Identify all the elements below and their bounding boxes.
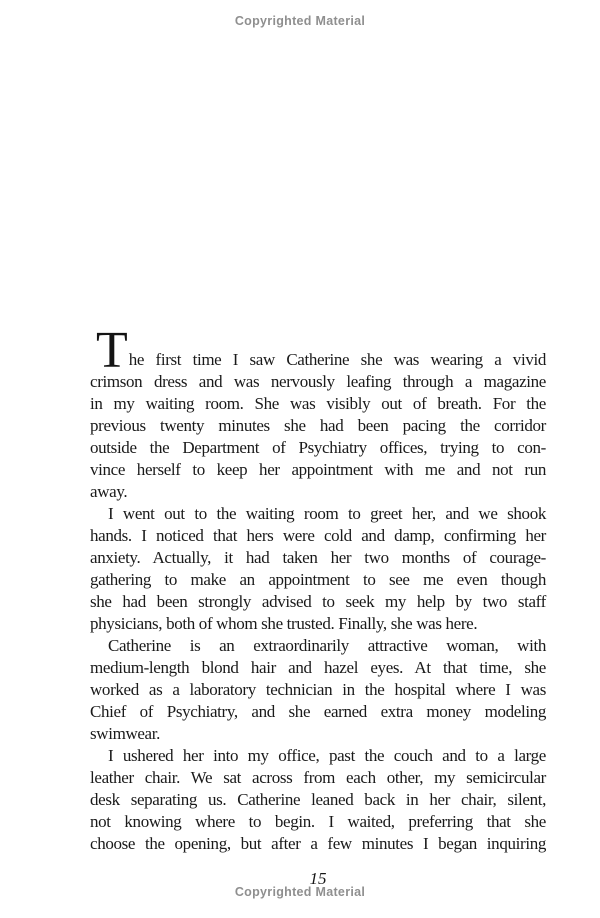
text-line: Chief of Psychiatry, and she earned extra money modeling [90, 702, 546, 721]
text-line: she had been strongly advised to seek my help by two staff [90, 592, 546, 611]
text-line: not knowing where to begin. I waited, preferring that she [90, 812, 546, 831]
copyright-notice-bottom: Copyrighted Material [234, 885, 366, 899]
text-line: gathering to make an appointment to see me even though [90, 570, 546, 589]
paragraph [90, 322, 546, 503]
paragraph [90, 635, 546, 745]
page-number [90, 869, 546, 889]
paragraph [90, 745, 546, 855]
text-line: physicians, both of whom she trusted. Finally, she was here. [90, 614, 478, 633]
text-line: away. [90, 482, 128, 501]
text-line: I ushered her into my office, past the couch and to a large [108, 746, 546, 765]
text-line: swimwear. [90, 724, 161, 743]
text-line: outside the Department of Psychiatry offices, trying to con- [90, 438, 546, 457]
text-line: previous twenty minutes she had been pacing the corridor [90, 416, 546, 435]
text-line: anxiety. Actually, it had taken her two months of courage- [90, 548, 546, 567]
text-line: choose the opening, but after a few minutes I began inquiring [90, 834, 546, 853]
page-text [90, 322, 546, 855]
paragraph [90, 503, 546, 635]
text-line: vince herself to keep her appointment with me and not run [90, 460, 546, 479]
text-line: worked as a laboratory technician in the hospital where I was [90, 680, 546, 699]
text-line: leather chair. We sat across from each other, my semicircular [90, 768, 546, 787]
text-line: medium-length blond hair and hazel eyes. At that time, she [90, 658, 546, 677]
text-line: in my waiting room. She was visibly out of breath. For the [90, 394, 546, 413]
copyright-notice-top: Copyrighted Material [234, 14, 366, 28]
text-line: crimson dress and was nervously leafing through a magazine [90, 372, 546, 391]
text-line: hands. I noticed that hers were cold and damp, confirming her [90, 526, 546, 545]
page-number-value: 15 [309, 869, 327, 888]
text-line: desk separating us. Catherine leaned back in her chair, silent, [90, 790, 546, 809]
drop-cap-letter: T [96, 322, 128, 379]
text-line: The first time I saw Catherine she was wearing a vivid [96, 322, 546, 379]
text-line: Catherine is an extraordinarily attractive woman, with [108, 636, 546, 655]
text-line: I went out to the waiting room to greet her, and we shook [108, 504, 546, 523]
